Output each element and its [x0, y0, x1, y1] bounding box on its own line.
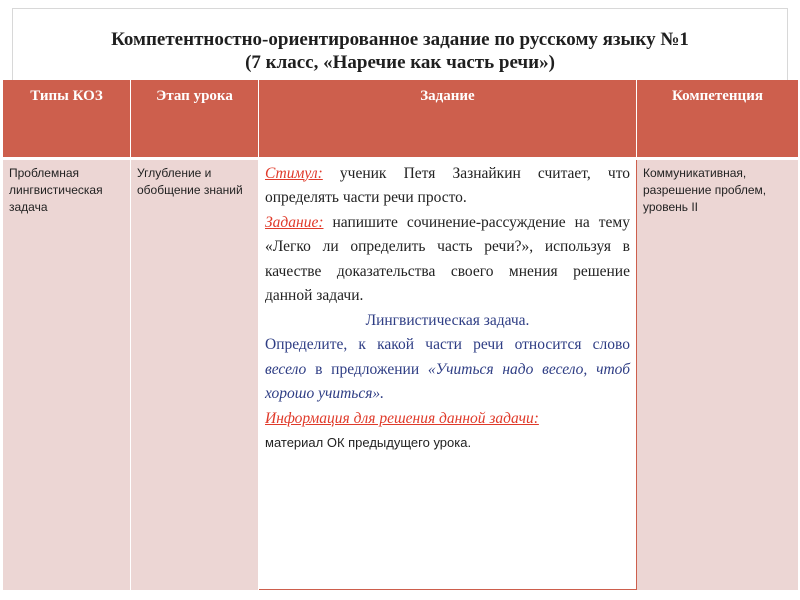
title-line-1: Компетентностно-ориентированное задание по русскому языку №1 — [111, 29, 689, 50]
question-sentence: «Учиться надо весело, чтоб хорошо учиться». — [265, 360, 631, 402]
stimulus-paragraph — [265, 162, 630, 211]
assignment-paragraph — [265, 211, 630, 309]
cell-type: Проблемная лингвистическая задача — [3, 158, 131, 590]
header-stage: Этап урока — [131, 80, 259, 158]
assignment-label: Задание: — [265, 213, 324, 231]
header-types: Типы КОЗ — [3, 80, 131, 158]
question-word: весело — [265, 360, 307, 378]
title-line-2: (7 класс, «Наречие как часть речи») — [245, 52, 555, 73]
table-header-row — [3, 80, 799, 158]
question-part-2: в предложении — [315, 360, 420, 378]
info-label: Информация для решения данной задачи: — [265, 409, 539, 427]
cell-competence: Коммуникативная, разрешение проблем, уровень II — [637, 158, 799, 590]
table-row — [3, 158, 799, 590]
header-task: Задание — [259, 80, 637, 158]
header-competence: Компетенция — [637, 80, 799, 158]
linguistic-heading: Лингвистическая задача. — [365, 311, 530, 329]
assignment-text: напишите сочинение-рассуждение на тему «Легко ли определить часть речи?», используя в качестве доказательства своего мнения решение данной задачи. — [265, 213, 630, 304]
question-part-1: Определите, к какой части речи относится слово — [265, 336, 630, 353]
page-title — [0, 28, 800, 74]
stimulus-text: ученик Петя Зазнайкин считает, что определять части речи просто. — [265, 164, 631, 206]
info-text: материал ОК предыдущего урока. — [265, 435, 472, 450]
stimulus-label: Стимул: — [265, 164, 323, 182]
cell-stage: Углубление и обобщение знаний — [131, 158, 259, 590]
question-paragraph — [265, 333, 630, 407]
cell-task — [259, 158, 637, 590]
info-paragraph — [265, 407, 630, 456]
koz-table — [2, 80, 799, 590]
